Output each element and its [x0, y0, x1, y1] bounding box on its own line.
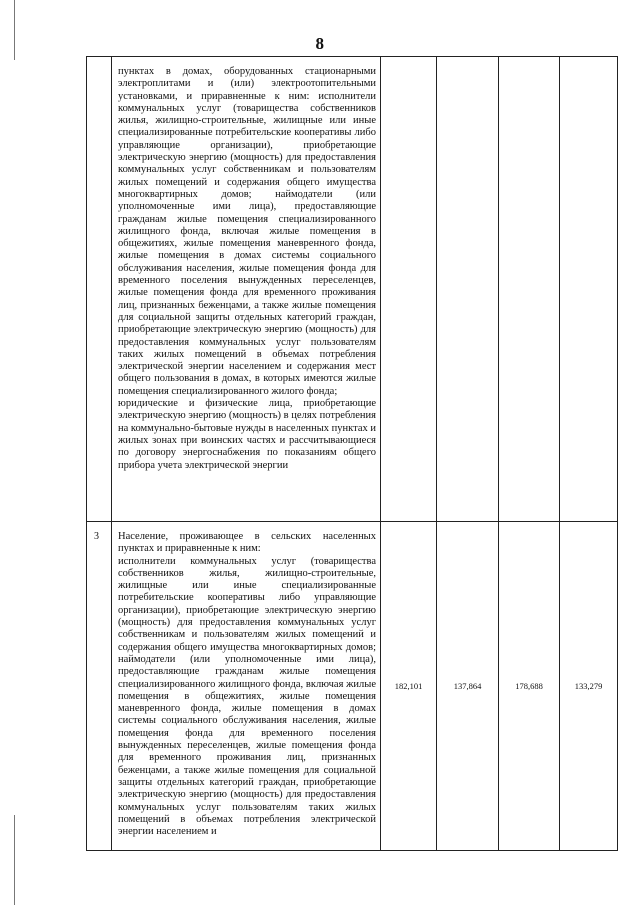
table-row: [87, 57, 618, 522]
description-paragraph: Население, проживающее в сельских населенных пунктах и приравненные к ним:: [118, 531, 376, 555]
value-cell: [381, 57, 437, 522]
description-paragraph: исполнители коммунальных услуг (товарищества собственников жилья, жилищно-строительные, жилищные или иные специализированные потребительские кооперативы либо управляющие организации), приобретающие электрическую энергию (мощность) для предоставления коммунальных услуг собственникам и пользователям жилых помещений и содержания общего имущества многоквартирных домов; наймодатели (или уполномоченные ими лица), предоставляющие гражданам жилые помещения специализированного жилищного фонда, включая жилые помещения в общежитиях, жилые помещения маневренного фонда, жилые помещения в домах системы социального обслуживания населения, жилые помещения фонда для временного поселения вынужденных переселенцев, жилые помещения фонда для временного проживания лиц, признанных беженцами, а также жилые помещения для социальной защиты отдельных категорий граждан, приобретающие электрическую энергию (мощность) для предоставления коммунальных услуг пользователям таких жилых помещений в объемах потребления электрической энергии населением и: [118, 555, 376, 838]
value-cell: 182,101: [381, 522, 437, 851]
page-number: 8: [315, 34, 325, 53]
value-cell: 133,279: [560, 522, 618, 851]
scan-edge-bottom: [14, 815, 15, 905]
table-row: [87, 522, 618, 851]
row-description-cell: [112, 522, 381, 851]
tariff-table: [86, 56, 618, 851]
description-paragraph: юридические и физические лица, приобретающие электрическую энергию (мощность) в целях потребления на коммунально-бытовые нужды в населенных пунктах и жилых зонах при воинских частях и рассчитывающиеся по договору энергоснабжения по показаниям общего прибора учета электрической энергии: [118, 398, 376, 471]
row-number-cell: [87, 57, 112, 522]
value-cell: 137,864: [437, 522, 499, 851]
value-cell: [560, 57, 618, 522]
value-cell: [437, 57, 499, 522]
row-number-cell: 3: [87, 522, 112, 851]
row-description-cell: [112, 57, 381, 522]
description-paragraph: пунктах в домах, оборудованных стационарными электроплитами и (или) электроотопительными установками, и приравненные к ним: исполнители коммунальных услуг (товарищества собственников жилья, жилищно-строительные, жилищные или иные специализированные потребительские кооперативы либо управляющие организации), приобретающие электрическую энергию (мощность) для предоставления коммунальных услуг собственникам и пользователям жилых помещений и содержания общего имущества многоквартирных домов; наймодатели (или уполномоченные ими лица), предоставляющие гражданам жилые помещения специализированного жилищного фонда, включая жилые помещения в общежитиях, жилые помещения маневренного фонда, жилые помещения в домах системы социального обслуживания населения, жилые помещения фонда для временного поселения вынужденных переселенцев, жилые помещения фонда для временного проживания лиц, признанных беженцами, а также жилые помещения для социальной защиты отдельных категорий граждан, приобретающие электрическую энергию (мощность) для предоставления коммунальных услуг пользователям таких жилых помещений в объемах потребления электрической энергии населением и содержания мест общего пользования в домах, в которых имеются жилые помещения специализированного жилого фонда;: [118, 66, 376, 397]
value-cell: 178,688: [499, 522, 560, 851]
value-cell: [499, 57, 560, 522]
